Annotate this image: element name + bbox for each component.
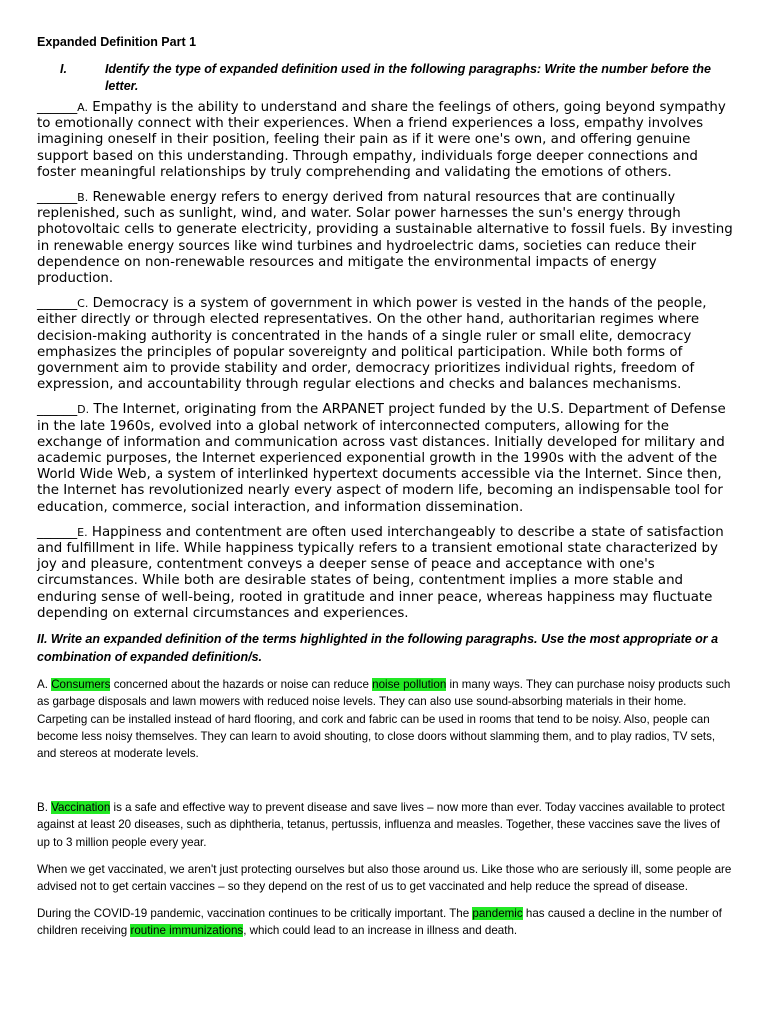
part1-instruction	[37, 61, 733, 95]
item-letter: E.	[77, 525, 88, 539]
answer-blank[interactable]: ______	[37, 524, 78, 540]
consumers-paragraph	[37, 676, 733, 762]
paragraph-prefix: A.	[37, 678, 52, 692]
paragraph-text: is a safe and effective way to prevent disease and save lives – now more than ever. Today vaccines available to protect against at least 20 diseases, such as diphtheria, tetanus, pertussis, influenza and measles. Together, these vaccines save the lives of up to 3 million people every year.	[37, 801, 725, 849]
paragraph-text: in many ways. They can purchase noisy products such as garbage disposals and lawn mowers with reduced noise levels. They can also use sound-absorbing materials in their home. Carpeting can be installed instead of hard flooring, and cork and fabric can be used in rooms that tend to be noisy. Also, people can become less noisy themselves. They can learn to avoid shouting, to close doors without slamming them, and to play radios, TV sets, and stereos at moderate levels.	[37, 678, 731, 760]
paragraph-b	[37, 190, 733, 287]
highlighted-term-consumers: Consumers	[51, 678, 111, 692]
highlighted-term-vaccination: Vaccination	[51, 801, 111, 815]
answer-blank[interactable]: ______	[37, 100, 78, 115]
vaccination-paragraph	[37, 799, 733, 851]
answer-blank[interactable]: ______	[37, 190, 78, 206]
item-letter: B.	[77, 191, 89, 205]
paragraph-text: Empathy is the ability to understand and share the feelings of others, going beyond sympathy to emotionally connect with their experiences. When a friend experiences a loss, empathy involves imagining oneself in their position, feeling their pain as if it were one's own, and offering genuine support based on this understanding. Through empathy, individuals forge deeper connections and foster meaningful relationships by truly comprehending and validating the emotions of others.	[37, 100, 726, 180]
highlighted-term-pandemic: pandemic	[472, 907, 523, 921]
paragraph-text: Democracy is a system of government in which power is vested in the hands of the people, either directly or through elected representatives. On the other hand, authoritarian regimes where decision-making authority is concentrated in the hands of a single ruler or small elite, democracy emphasizes the principles of popular sovereignty and political participation. While both forms of government aim to provide stability and order, democracy prioritizes individual rights, freedom of expression, and accountability through regular elections and checks and balances mechanisms.	[37, 296, 707, 393]
pandemic-paragraph	[37, 905, 733, 939]
highlighted-term-routine-immunizations: routine immunizations	[130, 924, 244, 938]
paragraph-e	[37, 525, 733, 622]
item-letter: A.	[77, 101, 88, 114]
part1-instruction-text: Identify the type of expanded definition used in the following paragraphs: Write the number before the letter.	[104, 62, 711, 93]
paragraph-text: , which could lead to an increase in illness and death.	[243, 924, 518, 938]
answer-blank[interactable]: ______	[37, 402, 78, 418]
item-letter: C.	[77, 297, 89, 311]
spacer	[37, 772, 733, 799]
paragraph-text: Renewable energy refers to energy derived from natural resources that are continually replenished, such as sunlight, wind, and water. Solar power harnesses the sun's energy through photovoltaic cells to generate electricity, providing a sustainable alternative to fossil fuels. By investing in renewable energy sources like wind turbines and hydroelectric dams, societies can reduce their dependence on non-renewable resources and mitigate the environmental impacts of energy production.	[37, 190, 733, 287]
document-page	[37, 34, 733, 950]
answer-blank[interactable]: ______	[37, 296, 78, 312]
item-letter: D.	[77, 403, 90, 417]
highlighted-term-noise-pollution: noise pollution	[372, 678, 447, 692]
paragraph-text: Happiness and contentment are often used interchangeably to describe a state of satisfaction and fulfillment in life. While happiness typically refers to a transient emotional state characterized by joy and pleasure, contentment conveys a deeper sense of peace and acceptance with one's circumstances. While both are desirable states of being, contentment implies a more stable and enduring sense of well-being, rooted in gratitude and inner peace, whereas happiness may fluctuate depending on external circumstances and experiences.	[37, 524, 724, 621]
paragraph-text: During the COVID-19 pandemic, vaccination continues to be critically important. The	[37, 907, 473, 921]
paragraph-text: concerned about the hazards or noise can reduce	[110, 678, 373, 692]
paragraph-prefix: B.	[37, 801, 52, 815]
document-title: Expanded Definition Part 1	[37, 35, 197, 49]
paragraph-c	[37, 296, 733, 393]
vaccination-protection-paragraph: When we get vaccinated, we aren't just protecting ourselves but also those around us. Like those who are seriously ill, some people are advised not to get certain vaccines – so they depend on the rest of us to get vaccinated and help reduce the spread of disease.	[37, 862, 732, 893]
paragraph-a	[37, 100, 733, 181]
part1-numeral: I.	[60, 62, 67, 76]
paragraph-d	[37, 402, 733, 515]
part2-instruction: II. Write an expanded definition of the terms highlighted in the following paragraphs. Use the most appropriate or a combination of expanded definition/s.	[37, 632, 719, 664]
paragraph-text: has caused a decline in the number of children receiving	[37, 907, 722, 938]
paragraph-text: The Internet, originating from the ARPANET project funded by the U.S. Department of Defense in the late 1960s, evolved into a global network of interconnected computers, allowing for the exchange of information and communication across vast distances. Initially developed for military and academic purposes, the Internet experienced exponential growth in the 1990s with the advent of the World Wide Web, a system of interlinked hypertext documents accessible via the Internet. Since then, the Internet has revolutionized nearly every aspect of modern life, becoming an indispensable tool for education, commerce, social interaction, and information dissemination.	[37, 402, 726, 515]
